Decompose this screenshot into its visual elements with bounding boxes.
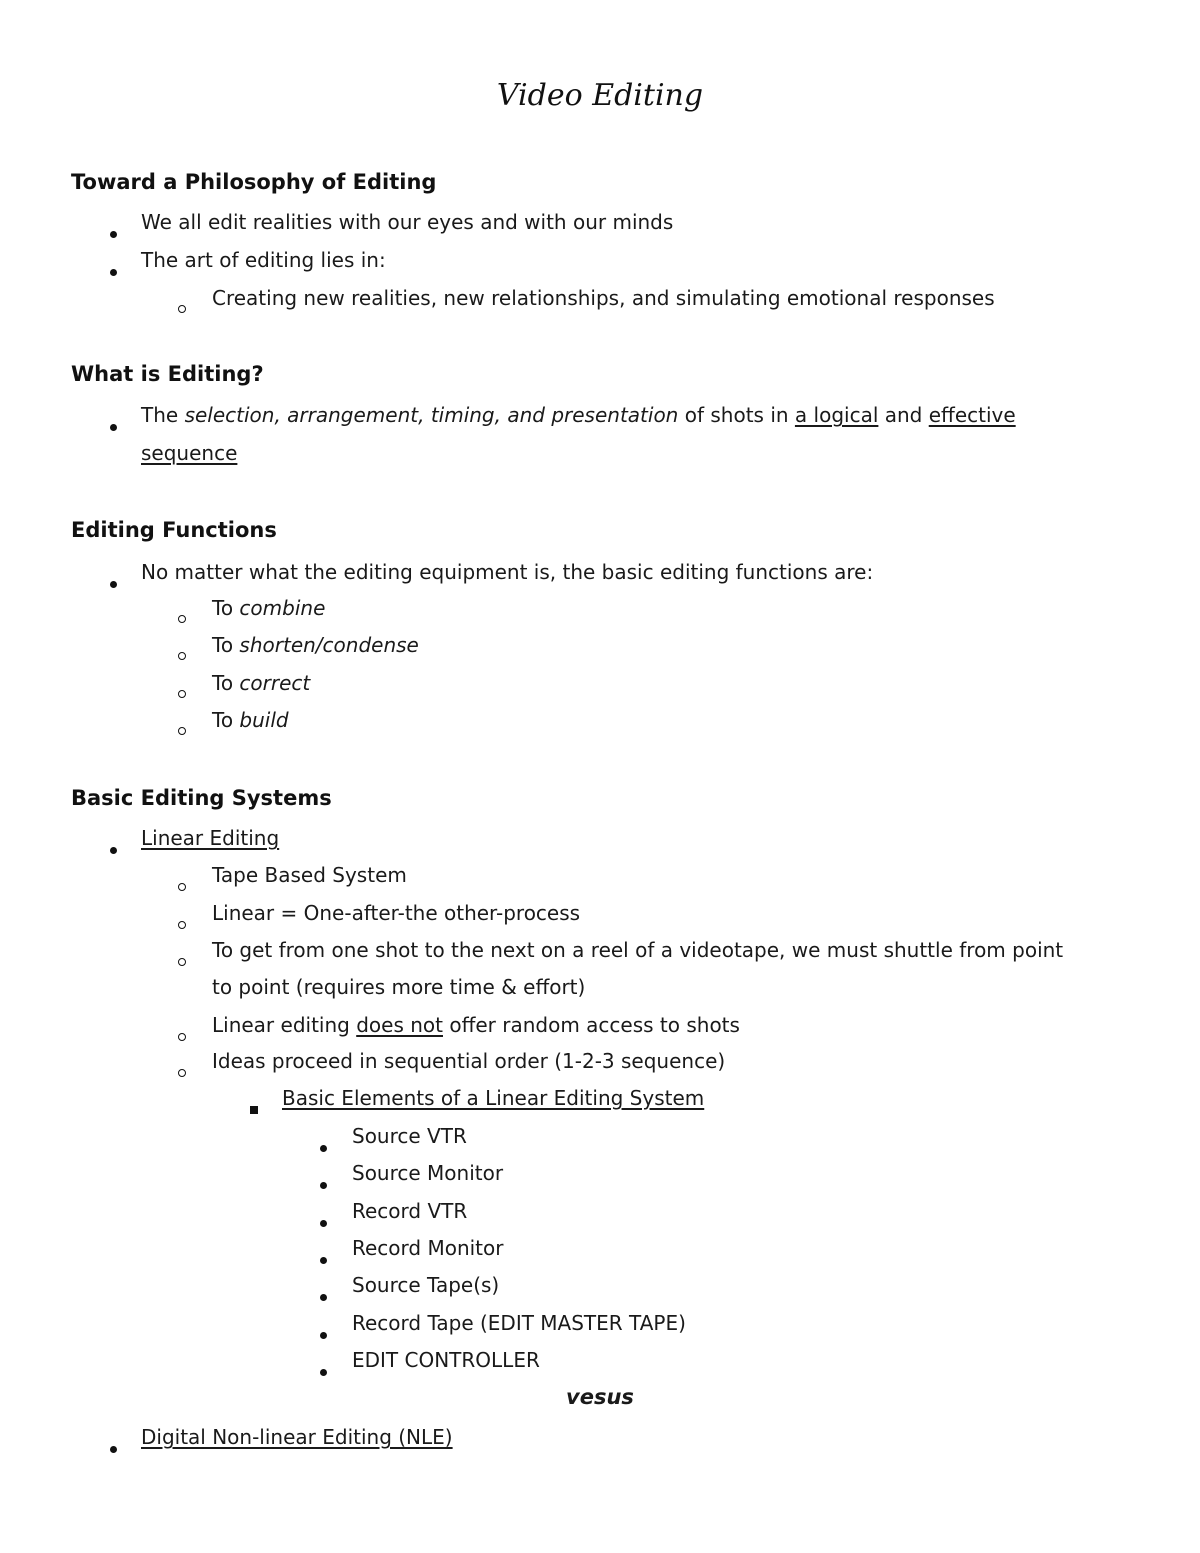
bullet-icon bbox=[320, 1207, 327, 1233]
text: The bbox=[141, 403, 185, 427]
list-item: To get from one shot to the next on a reel of a videotape, we must shuttle from point bbox=[212, 938, 1064, 962]
circle-bullet-icon bbox=[178, 715, 186, 741]
bullet-icon bbox=[110, 218, 117, 244]
list-item: EDIT CONTROLLER bbox=[352, 1348, 540, 1372]
bullet-icon bbox=[320, 1281, 327, 1307]
heading-basic-editing-systems: Basic Editing Systems bbox=[71, 786, 332, 810]
text: offer random access to shots bbox=[442, 1013, 740, 1037]
circle-bullet-icon bbox=[178, 1057, 186, 1083]
heading-editing-functions: Editing Functions bbox=[71, 518, 277, 542]
circle-bullet-icon bbox=[178, 1021, 186, 1047]
text: Linear editing bbox=[212, 1013, 357, 1037]
list-item: Source Tape(s) bbox=[352, 1273, 500, 1297]
text: To bbox=[212, 708, 240, 732]
list-item bbox=[212, 632, 419, 658]
circle-bullet-icon bbox=[178, 603, 186, 629]
bullet-icon bbox=[320, 1132, 327, 1158]
underlined-text: effective bbox=[928, 403, 1016, 427]
underlined-text: sequence bbox=[141, 441, 238, 465]
list-item: Record Monitor bbox=[352, 1236, 504, 1260]
list-item bbox=[212, 670, 310, 696]
list-item bbox=[212, 595, 325, 621]
italic-text: correct bbox=[239, 671, 311, 695]
text: and bbox=[878, 403, 929, 427]
bullet-icon bbox=[320, 1319, 327, 1345]
list-item bbox=[212, 707, 289, 733]
list-item: Tape Based System bbox=[212, 863, 407, 887]
definition-line-cont bbox=[141, 440, 237, 466]
bullet-icon bbox=[110, 411, 117, 437]
square-bullet-icon bbox=[250, 1094, 258, 1120]
list-item bbox=[212, 1012, 740, 1038]
elements-heading: Basic Elements of a Linear Editing System bbox=[282, 1086, 705, 1110]
text: To bbox=[212, 671, 240, 695]
text: of shots in bbox=[678, 403, 795, 427]
bullet-icon bbox=[320, 1169, 327, 1195]
list-item: Linear = One-after-the other-process bbox=[212, 901, 581, 925]
linear-editing-label: Linear Editing bbox=[141, 826, 280, 850]
bullet-icon bbox=[320, 1244, 327, 1270]
italic-text: build bbox=[239, 708, 289, 732]
list-item-cont: to point (requires more time & effort) bbox=[212, 975, 586, 999]
bullet-icon bbox=[110, 568, 117, 594]
list-item: Ideas proceed in sequential order (1-2-3 sequence) bbox=[212, 1049, 726, 1073]
circle-bullet-icon bbox=[178, 909, 186, 935]
underlined-text: a logical bbox=[794, 403, 879, 427]
list-item: Creating new realities, new relationships, and simulating emotional responses bbox=[212, 286, 995, 310]
italic-text: selection, arrangement, timing, and presentation bbox=[184, 403, 679, 427]
list-item: We all edit realities with our eyes and with our minds bbox=[141, 210, 674, 234]
definition-line bbox=[141, 402, 1016, 428]
heading-what-is-editing: What is Editing? bbox=[71, 362, 264, 386]
versus-label: vesus bbox=[566, 1385, 634, 1409]
circle-bullet-icon bbox=[178, 640, 186, 666]
list-item: Record VTR bbox=[352, 1199, 468, 1223]
italic-text: shorten/condense bbox=[239, 633, 419, 657]
list-item: Record Tape (EDIT MASTER TAPE) bbox=[352, 1311, 686, 1335]
bullet-icon bbox=[110, 1433, 117, 1459]
bullet-icon bbox=[110, 256, 117, 282]
list-item: Source Monitor bbox=[352, 1161, 504, 1185]
circle-bullet-icon bbox=[178, 946, 186, 972]
text: To bbox=[212, 596, 240, 620]
bullet-icon bbox=[320, 1356, 327, 1382]
nle-label: Digital Non-linear Editing (NLE) bbox=[141, 1425, 453, 1449]
list-item: The art of editing lies in: bbox=[141, 248, 386, 272]
underlined-text: does not bbox=[356, 1013, 443, 1037]
list-item: Source VTR bbox=[352, 1124, 467, 1148]
circle-bullet-icon bbox=[178, 293, 186, 319]
italic-text: combine bbox=[239, 596, 326, 620]
bullet-icon bbox=[110, 834, 117, 860]
text: To bbox=[212, 633, 240, 657]
page-title: Video Editing bbox=[496, 78, 704, 113]
heading-philosophy: Toward a Philosophy of Editing bbox=[71, 170, 437, 194]
circle-bullet-icon bbox=[178, 678, 186, 704]
list-item: No matter what the editing equipment is, the basic editing functions are: bbox=[141, 560, 874, 584]
circle-bullet-icon bbox=[178, 871, 186, 897]
